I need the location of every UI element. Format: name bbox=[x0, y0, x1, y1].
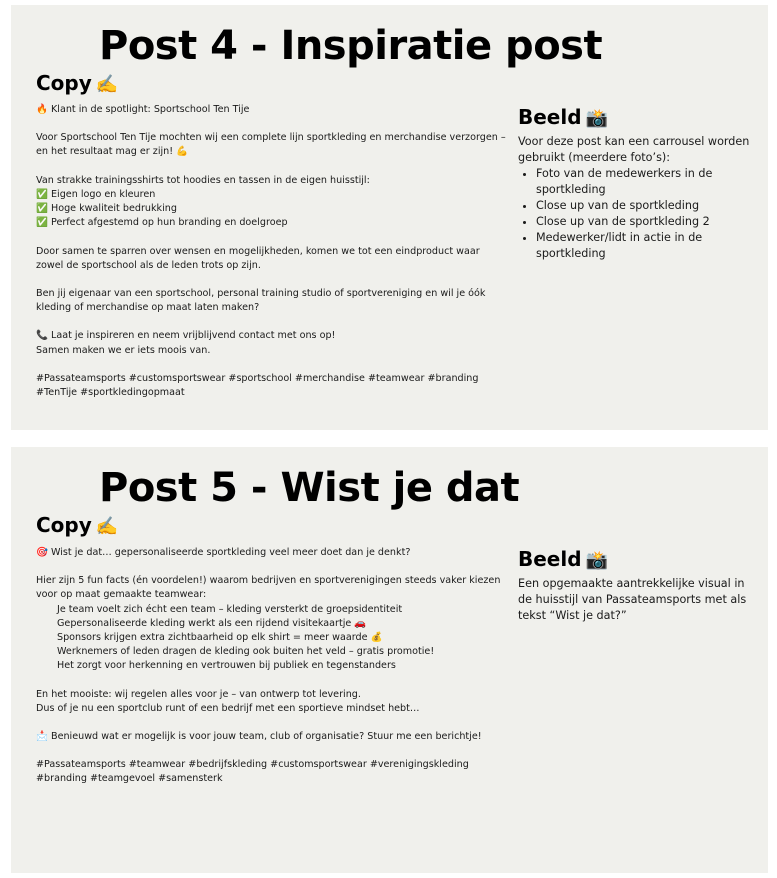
copy-line bbox=[36, 744, 486, 758]
copy-line: 📞 Laat je inspireren en neem vrijblijvend contact met ons op! bbox=[36, 330, 336, 342]
beeld-heading-label: Beeld bbox=[518, 547, 582, 571]
copy-text bbox=[36, 103, 506, 400]
copy-line: zowel de sportschool als de leden trots op zijn. bbox=[36, 259, 261, 271]
camera-icon: 📸 bbox=[585, 550, 608, 571]
copy-line: En het mooiste: wij regelen alles voor je – van ontwerp tot levering. bbox=[36, 688, 361, 700]
copy-line: 📩 Benieuwd wat er mogelijk is voor jouw team, club of organisatie? Stuur me een berichtje! bbox=[36, 730, 482, 742]
copy-heading bbox=[36, 71, 118, 95]
copy-line: Hier zijn 5 fun facts (én voordelen!) waarom bedrijven en sportverenigingen steeds vaker kiezen bbox=[36, 575, 501, 587]
checklist-item: ✅ Perfect afgestemd op hun branding en doelgroep bbox=[36, 217, 288, 229]
copy-heading bbox=[36, 513, 118, 537]
hashtags: #branding #teamgevoel #samensterk bbox=[36, 773, 223, 785]
beeld-list-item: • Close up van de sportkleding bbox=[536, 198, 758, 214]
beeld-text bbox=[518, 576, 758, 624]
fun-fact-item: Sponsors krijgen extra zichtbaarheid op elk shirt = meer waarde 💰 bbox=[57, 631, 383, 643]
beeld-heading bbox=[518, 105, 608, 129]
copy-line bbox=[36, 358, 486, 372]
copy-heading-label: Copy bbox=[36, 71, 92, 95]
checklist-item: ✅ Eigen logo en kleuren bbox=[36, 188, 156, 200]
beeld-description: Een opgemaakte aantrekkelijke visual in de huisstijl van Passateamsports met als tekst “Wist je dat?” bbox=[518, 577, 747, 622]
post-title: Post 4 - Inspiratie post bbox=[99, 23, 603, 69]
beeld-list-item: • Close up van de sportkleding 2 bbox=[536, 214, 758, 230]
post-5-card bbox=[11, 447, 768, 873]
fun-fact-item: Je team voelt zich écht een team – kleding versterkt de groepsidentiteit bbox=[57, 603, 403, 615]
copy-line: kleding of merchandise op maat laten maken? bbox=[36, 302, 260, 314]
beeld-intro: Voor deze post kan een carrousel worden gebruikt (meerdere foto’s): bbox=[518, 135, 750, 164]
copy-text bbox=[36, 546, 501, 787]
copy-line: Voor Sportschool Ten Tije mochten wij een complete lijn sportkleding en merchandise verzorgen – bbox=[36, 132, 506, 144]
copy-line: voor op maat gemaakte teamwear: bbox=[36, 589, 207, 601]
writing-hand-icon: ✍️ bbox=[95, 74, 119, 95]
copy-line: Door samen te sparren over wensen en mogelijkheden, komen we tot een eindproduct waar bbox=[36, 245, 480, 257]
beeld-heading-label: Beeld bbox=[518, 105, 582, 129]
copy-line: Samen maken we er iets moois van. bbox=[36, 344, 211, 356]
copy-line bbox=[36, 560, 486, 574]
post-4-card bbox=[11, 5, 768, 430]
fun-fact-item: Werknemers of leden dragen de kleding ook buiten het veld – gratis promotie! bbox=[57, 646, 435, 658]
copy-line bbox=[36, 117, 486, 131]
copy-line bbox=[36, 273, 486, 287]
hashtags: #Passateamsports #teamwear #bedrijfskleding #customsportswear #verenigingskleding bbox=[36, 759, 469, 771]
hashtags: #TenTije #sportkledingopmaat bbox=[36, 387, 185, 399]
copy-line: 🔥 Klant in de spotlight: Sportschool Ten Tije bbox=[36, 104, 250, 115]
beeld-text bbox=[518, 134, 758, 262]
copy-line: Van strakke trainingsshirts tot hoodies en tassen in de eigen huisstijl: bbox=[36, 174, 370, 186]
checklist-item: ✅ Hoge kwaliteit bedrukking bbox=[36, 203, 177, 215]
writing-hand-icon: ✍️ bbox=[95, 516, 119, 537]
beeld-list-item: • Medewerker/lidt in actie in de sportkleding bbox=[536, 230, 758, 262]
copy-line: 🎯 Wist je dat… gepersonaliseerde sportkleding veel meer doet dan je denkt? bbox=[36, 547, 411, 558]
post-title: Post 5 - Wist je dat bbox=[99, 465, 520, 511]
copy-line bbox=[36, 160, 486, 174]
copy-line: Dus of je nu een sportclub runt of een bedrijf met een sportieve mindset hebt… bbox=[36, 702, 420, 714]
copy-heading-label: Copy bbox=[36, 513, 92, 537]
beeld-heading bbox=[518, 547, 608, 571]
copy-line bbox=[36, 673, 486, 687]
copy-line: en het resultaat mag er zijn! 💪 bbox=[36, 146, 189, 158]
copy-line: Ben jij eigenaar van een sportschool, personal training studio of sportvereniging en wil je óók bbox=[36, 287, 486, 299]
copy-line bbox=[36, 230, 486, 244]
fun-fact-item: Gepersonaliseerde kleding werkt als een rijdend visitekaartje 🚗 bbox=[57, 617, 367, 629]
copy-line bbox=[36, 315, 486, 329]
fun-fact-item: Het zorgt voor herkenning en vertrouwen bij publiek en tegenstanders bbox=[57, 660, 396, 672]
beeld-list bbox=[518, 166, 758, 262]
beeld-list-item: • Foto van de medewerkers in de sportkleding bbox=[536, 166, 758, 198]
hashtags: #Passateamsports #customsportswear #sportschool #merchandise #teamwear #branding bbox=[36, 372, 479, 384]
copy-line bbox=[36, 716, 486, 730]
camera-icon: 📸 bbox=[585, 108, 608, 129]
